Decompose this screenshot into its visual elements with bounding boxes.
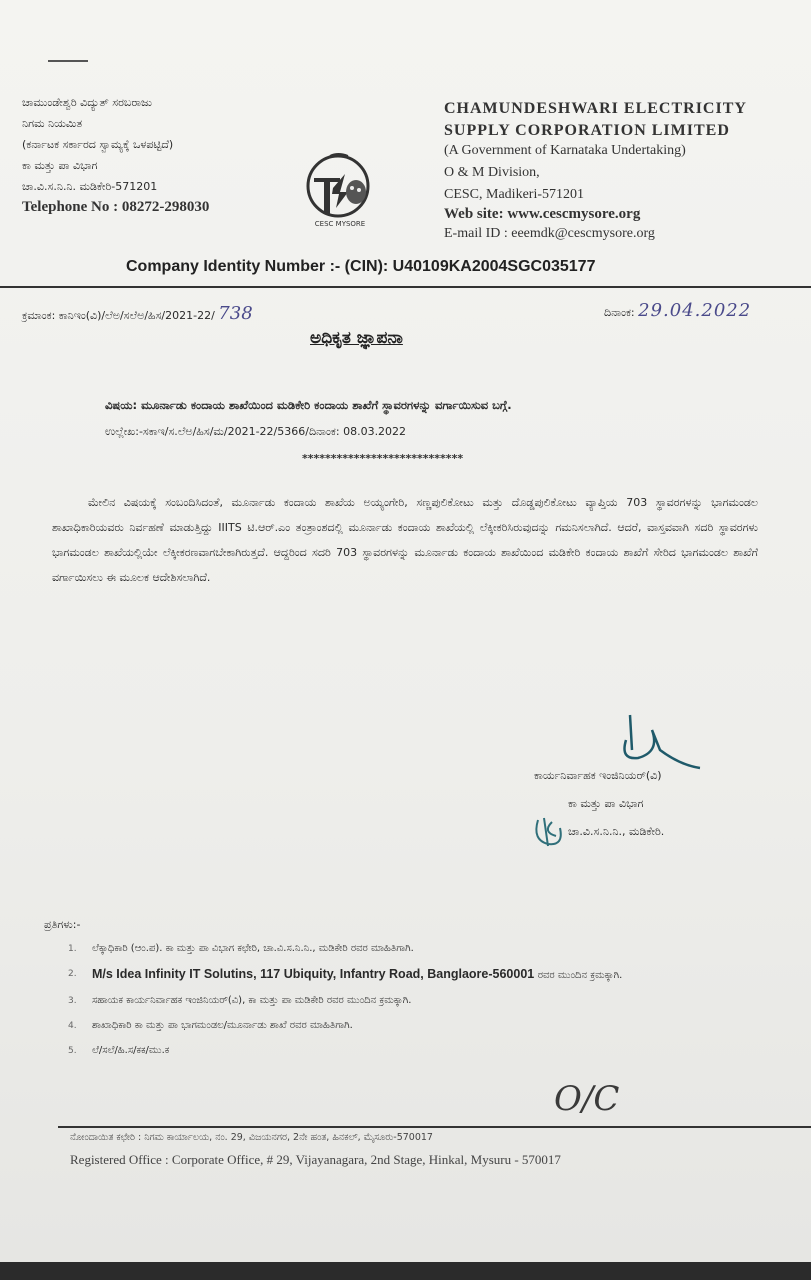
cesc-logo-icon — [300, 148, 380, 228]
subject-line: ವಿಷಯ: ಮೂರ್ನಾಡು ಕಂದಾಯ ಶಾಖೆಯಿಂದ ಮಡಿಕೇರಿ ಕಂದಾಯ ಶಾಖೆಗೆ ಸ್ಥಾವರಗಳನ್ನು ವರ್ಗಾಯಿಸುವ ಬಗ್ಗೆ. — [105, 398, 512, 412]
footer-english: Registered Office : Corporate Office, # 29, Vijayanagara, 2nd Stage, Hinkal, Mysuru - 570017 — [70, 1152, 561, 1167]
division: O & M Division, — [444, 165, 540, 180]
copy-text: ಲೆಕ್ಕಾಧಿಕಾರಿ (ಆಂ.ಪ). ಕಾ ಮತ್ತು ಪಾ ವಿಭಾಗ ಕಛೇರಿ, ಚಾ.ವಿ.ಸ.ನಿ.ನಿ., ಮಡಿಕೇರಿ ರವರ ಮಾಹಿತಿಗಾಗಿ. — [92, 943, 414, 954]
svg-text:CESC MYSORE: CESC MYSORE — [314, 220, 366, 228]
copy-number: 3. — [68, 996, 77, 1006]
org-type-kannada: ನಿಗಮ ನಿಯಮಿತ — [22, 117, 83, 130]
copies-heading: ಪ್ರತಿಗಳು:- — [44, 918, 81, 931]
reference-handwritten-number: 738 — [218, 303, 253, 324]
address: CESC, Madikeri-571201 — [444, 187, 584, 202]
copy-number: 1. — [68, 944, 77, 954]
copy-text: ಶಾಖಾಧಿಕಾರಿ ಕಾ ಮತ್ತು ಪಾ ಭಾಗಮಂಡಲ/ಮೂರ್ನಾಡು ಶಾಖೆ ರವರ ಮಾಹಿತಿಗಾಗಿ. — [92, 1020, 353, 1031]
list-item — [68, 942, 768, 956]
signatory-office: ಚಾ.ವಿ.ಸ.ನಿ.ನಿ., ಮಡಿಕೇರಿ. — [568, 825, 665, 838]
footer-kannada: ನೋಂದಾಯಿತ ಕಛೇರಿ : ನಿಗಮ ಕಾರ್ಯಾಲಯ, ನಂ. 29, ವಿಜಯನಗರ, 2ನೇ ಹಂತ, ಹಿನಕಲ್, ಮೈಸೂರು-570017 — [70, 1132, 433, 1143]
copy-text — [92, 967, 622, 983]
list-item — [68, 1044, 768, 1058]
header-divider — [0, 286, 811, 288]
copy-number: 2. — [68, 969, 77, 979]
list-item — [68, 967, 768, 983]
address-kannada: ಚಾ.ವಿ.ಸ.ನಿ.ನಿ. ಮಡಿಕೇರಿ-571201 — [22, 180, 158, 193]
signatory-designation: ಕಾರ್ಯನಿರ್ವಾಹಕ ಇಂಜಿನಿಯರ್(ವಿ) — [534, 769, 662, 782]
org-name-kannada: ಚಾಮುಂಡೇಶ್ವರಿ ವಿದ್ಯುತ್ ಸರಬರಾಜು — [22, 96, 152, 109]
oc-text: O/C — [554, 1079, 620, 1119]
reference-number — [22, 303, 253, 324]
copy-number: 5. — [68, 1046, 77, 1056]
separator-stars: **************************** — [302, 452, 464, 465]
body-paragraph: ಮೇಲಿನ ವಿಷಯಕ್ಕೆ ಸಂಬಂದಿಸಿದಂತೆ, ಮೂರ್ನಾಡು ಕಂದಾಯ ಶಾಖೆಯ ಅಯ್ಯಂಗೇರಿ, ಸಣ್ಣಪುಲಿಕೋಟು ಮತ್ತು ದೊಡ್ಡಪುಲಿಕೋಟು ವ್ಯಾಪ್ತಿಯ 703 ಸ್ಥಾವರಗಳನ್ನು ಭಾಗಮಂಡಲ ಶಾಖಾಧಿಕಾರಿಯವರು ನಿರ್ವಹಣೆ ಮಾಡುತ್ತಿದ್ದು IIITS ಟಿ.ಆರ್.ಎಂ ತಂತ್ರಾಂಶದಲ್ಲಿ ಮೂರ್ನಾಡು ಕಂದಾಯ ಶಾಖೆಯಲ್ಲಿ ಲೆಕ್ಕೀಕರಿಸಿರುವುದನ್ನು ಗಮನಿಸಲಾಗಿದೆ. ಆದರೆ, ವಾಸ್ತವವಾಗಿ ಸದರಿ ಸ್ಥಾವರಗಳು ಭಾಗಮಂಡಲ ಶಾಖೆಯಲ್ಲಿಯೇ ಲೆಕ್ಕೀಕರಣವಾಗಬೇಕಾಗಿರುತ್ತದೆ. ಆದ್ದರಿಂದ ಸದರಿ 703 ಸ್ಥಾವರಗಳನ್ನು ಮೂರ್ನಾಡು ಕಂದಾಯ ಶಾಖೆಯಿಂದ ಮಡಿಕೇರಿ ಕಂದಾಯ ಶಾಖೆಗೆ ಸೇರಿದ ಭಾಗಮಂಡಲ ಶಾಖೆಗೆ ವರ್ಗಾಯಿಸಲು ಈ ಮೂಲಕ ಆದೇಶಿಸಲಾಗಿದೆ. — [52, 496, 758, 584]
copy-suffix: ರವರ ಮುಂದಿನ ಕ್ರಮಕ್ಕಾಗಿ. — [537, 970, 623, 981]
email: E-mail ID : eeemdk@cescmysore.org — [444, 226, 655, 241]
govt-undertaking: (A Government of Karnataka Undertaking) — [444, 143, 686, 158]
company-name-line1: CHAMUNDESHWARI ELECTRICITY — [444, 100, 747, 117]
company-name-line2: SUPPLY CORPORATION LIMITED — [444, 122, 730, 139]
footer-divider — [58, 1126, 811, 1128]
date-handwritten: 29.04.2022 — [638, 300, 752, 321]
initial-stamp — [530, 810, 570, 850]
handwritten-oc — [550, 1062, 620, 1132]
header-left-kannada — [22, 92, 209, 218]
website: Web site: www.cescmysore.org — [444, 206, 641, 222]
company-identity-number: Company Identity Number :- (CIN): U40109KA2004SGC035177 — [126, 258, 596, 275]
copy-recipient: M/s Idea Infinity IT Solutins, 117 Ubiquity, Infantry Road, Banglaore-560001 — [92, 967, 535, 981]
copy-text: ಲೆ/ಸಲೆ/ಹಿ.ಸ/ಕಕ/ಮು.ಕ — [92, 1045, 170, 1056]
division-kannada: ಕಾ ಮತ್ತು ಪಾ ವಿಭಾಗ — [22, 159, 98, 172]
signatory-division: ಕಾ ಮತ್ತು ಪಾ ವಿಭಾಗ — [568, 797, 644, 810]
header-right-english — [444, 100, 747, 245]
copies-list — [68, 942, 768, 1069]
list-item — [68, 994, 768, 1008]
list-item — [68, 1019, 768, 1033]
copy-number: 4. — [68, 1021, 77, 1031]
date-label: ದಿನಾಂಕ: — [604, 306, 635, 319]
govt-undertaking-kannada: (ಕರ್ನಾಟಕ ಸರ್ಕಾರದ ಸ್ವಾಮ್ಯಕ್ಕೆ ಒಳಪಟ್ಟಿದೆ) — [22, 138, 174, 151]
copy-text: ಸಹಾಯಕ ಕಾರ್ಯನಿರ್ವಾಹಕ ಇಂಜಿನಿಯರ್(ವಿ), ಕಾ ಮತ್ತು ಪಾ ಮಡಿಕೇರಿ ರವರ ಮುಂದಿನ ಕ್ರಮಕ್ಕಾಗಿ. — [92, 995, 412, 1006]
reference-label: ಕ್ರಮಾಂಕ: ಕಾನಿಇಂ(ವಿ)/ಲೆಅ/ಸಲೆಅ/ಹಿಸ/2021-22/ — [22, 309, 215, 322]
document-title: ಅಧಿಕೃತ ಜ್ಞಾಪನಾ — [310, 328, 403, 348]
top-dash — [48, 60, 88, 62]
reference-line: ಉಲ್ಲೇಖ:-ಸಕಾಇ/ಸ.ಲೆಅ/ಹಿಸ/ಮ/2021-22/5366/ದಿನಾಂಕ: 08.03.2022 — [105, 425, 407, 438]
date-block — [604, 300, 751, 321]
telephone: Telephone No : 08272-298030 — [22, 199, 210, 215]
